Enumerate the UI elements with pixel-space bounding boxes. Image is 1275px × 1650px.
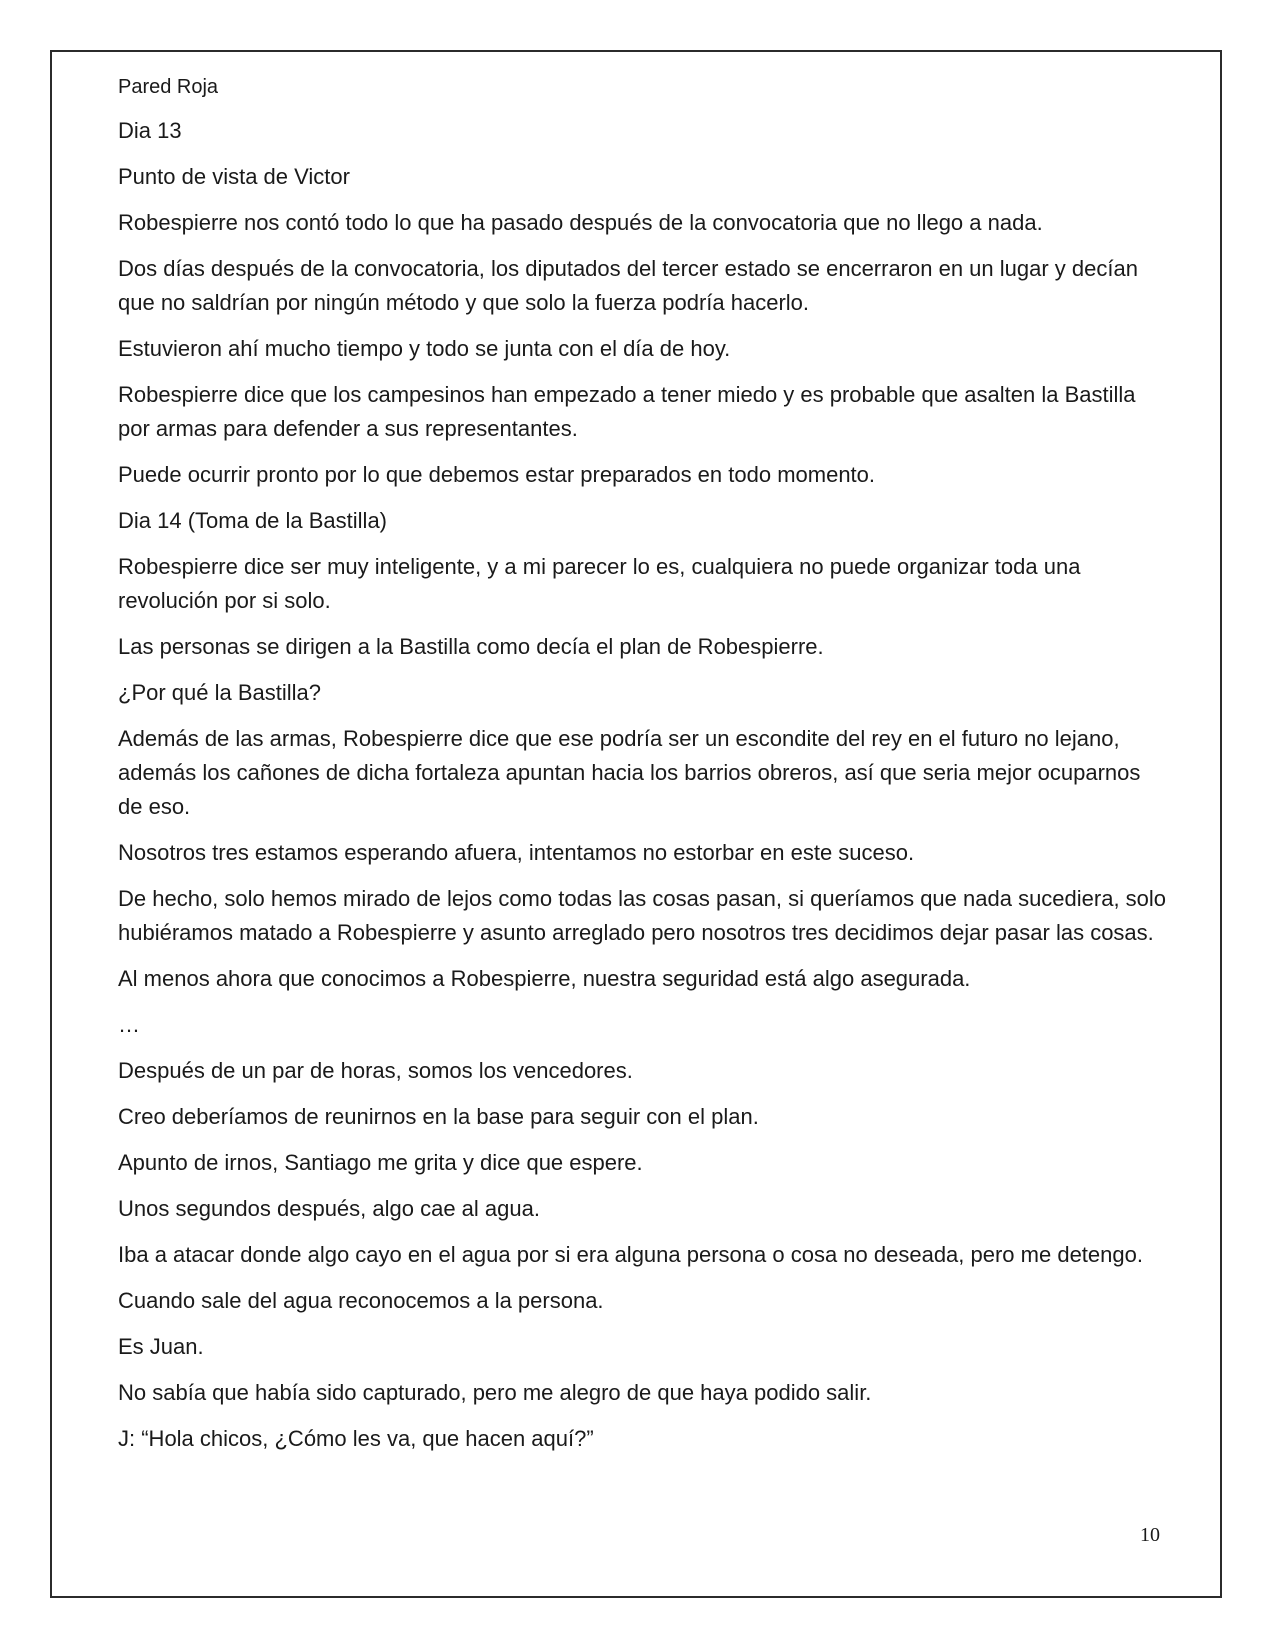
paragraph: Robespierre dice ser muy inteligente, y a mi parecer lo es, cualquiera no puede organizar toda una revolución por si solo.: [118, 554, 1081, 613]
paragraph: Puede ocurrir pronto por lo que debemos estar preparados en todo momento.: [118, 462, 876, 487]
paragraph: Cuando sale del agua reconocemos a la persona.: [118, 1288, 604, 1313]
paragraph: Dos días después de la convocatoria, los diputados del tercer estado se encerraron en un lugar y decían que no saldrían por ningún método y que solo la fuerza podría hacerlo.: [118, 256, 1138, 315]
paragraph: Además de las armas, Robespierre dice que ese podría ser un escondite del rey en el futuro no lejano, además los cañones de dicha fortaleza apuntan hacia los barrios obreros, así que seria mejor ocuparnos de eso.: [118, 726, 1141, 819]
dialogue-line: J: “Hola chicos, ¿Cómo les va, que hacen aquí?”: [118, 1426, 594, 1451]
paragraph: Las personas se dirigen a la Bastilla como decía el plan de Robespierre.: [118, 634, 824, 659]
document-body: [118, 70, 1168, 1468]
day-heading: Dia 14 (Toma de la Bastilla): [118, 508, 388, 533]
paragraph: Nosotros tres estamos esperando afuera, intentamos no estorbar en este suceso.: [118, 840, 915, 865]
paragraph: Robespierre dice que los campesinos han empezado a tener miedo y es probable que asalten la Bastilla por armas para defender a sus representantes.: [118, 382, 1136, 441]
paragraph: No sabía que había sido capturado, pero me alegro de que haya podido salir.: [118, 1380, 872, 1405]
point-of-view-heading: Punto de vista de Victor: [118, 164, 350, 189]
scene-break: …: [118, 1012, 140, 1037]
paragraph: De hecho, solo hemos mirado de lejos como todas las cosas pasan, si queríamos que nada sucediera, solo hubiéramos matado a Robespierre y asunto arreglado pero nosotros tres decidimos dejar pasar las cosas.: [118, 886, 1167, 945]
day-heading: Dia 13: [118, 118, 182, 143]
paragraph: Después de un par de horas, somos los vencedores.: [118, 1058, 633, 1083]
page-number: 10: [1140, 1524, 1160, 1546]
paragraph: Es Juan.: [118, 1334, 204, 1359]
paragraph: Al menos ahora que conocimos a Robespierre, nuestra seguridad está algo asegurada.: [118, 966, 971, 991]
paragraph: ¿Por qué la Bastilla?: [118, 680, 321, 705]
paragraph: Unos segundos después, algo cae al agua.: [118, 1196, 540, 1221]
paragraph: Robespierre nos contó todo lo que ha pasado después de la convocatoria que no llego a nada.: [118, 210, 1043, 235]
paragraph-list: [118, 114, 1168, 1456]
document-header: Pared Roja: [118, 76, 219, 98]
paragraph: Apunto de irnos, Santiago me grita y dice que espere.: [118, 1150, 643, 1175]
paragraph: Estuvieron ahí mucho tiempo y todo se junta con el día de hoy.: [118, 336, 731, 361]
paragraph: Creo deberíamos de reunirnos en la base para seguir con el plan.: [118, 1104, 759, 1129]
paragraph: Iba a atacar donde algo cayo en el agua por si era alguna persona o cosa no deseada, pero me detengo.: [118, 1242, 1143, 1267]
